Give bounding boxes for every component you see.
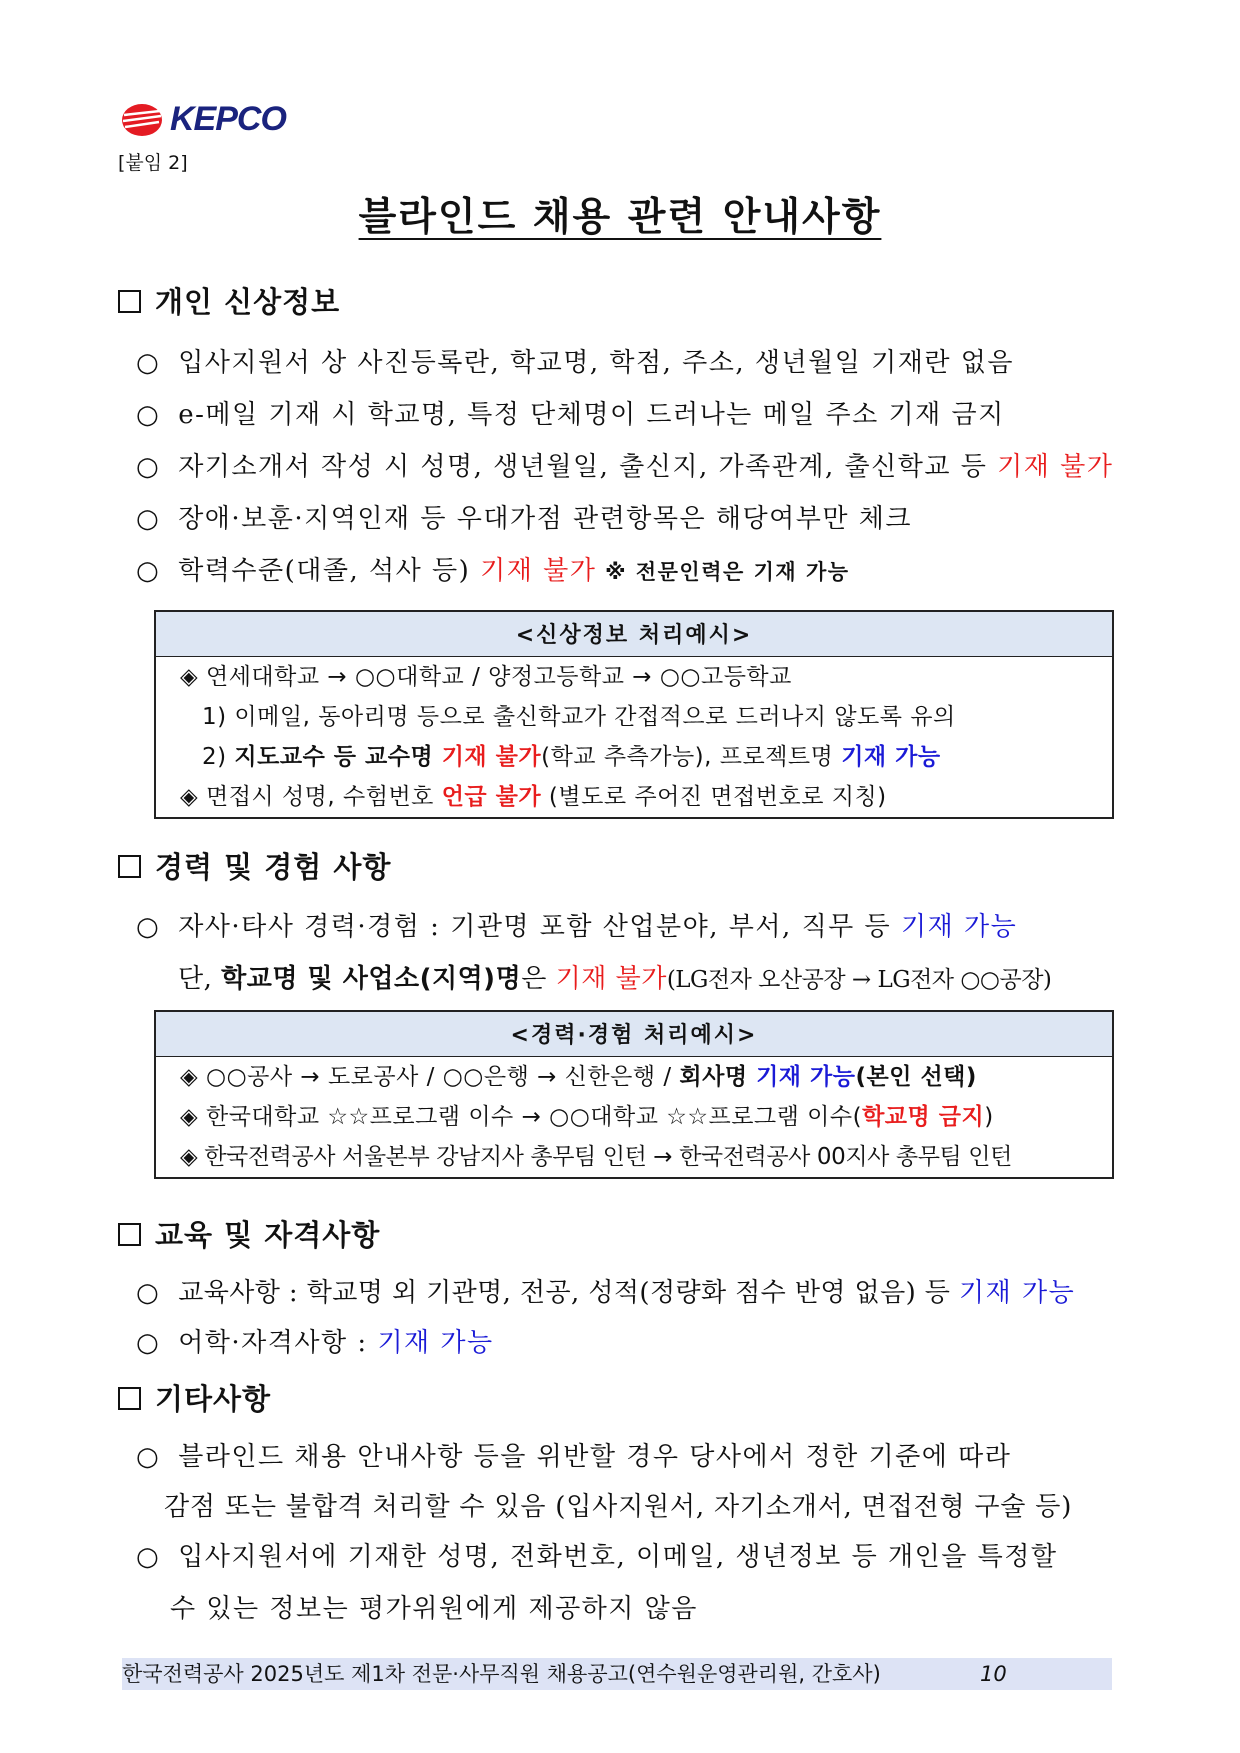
kepco-logo bbox=[120, 100, 286, 139]
page-number: 10 bbox=[980, 1662, 1007, 1686]
attachment-label: [붙임 2] bbox=[118, 152, 188, 174]
bullet-item: ○ 입사지원서에 기재한 성명, 전화번호, 이메일, 생년정보 등 개인을 특정할 bbox=[136, 1542, 1058, 1572]
box-line: ◈ 연세대학교 → ○○대학교 / 양정고등학교 → ○○고등학교 bbox=[180, 664, 792, 690]
section-heading-education: 교육 및 자격사항 bbox=[118, 1213, 380, 1254]
box-line: ◈ 한국전력공사 서울본부 강남지사 총무팀 인턴 → 한국전력공사 00지사 총무팀 인턴 bbox=[180, 1144, 1012, 1170]
bullet-item: ○ 교육사항 : 학교명 외 기관명, 전공, 성적(정량화 점수 반영 없음) 등 기재 가능 bbox=[136, 1278, 1076, 1308]
example-box-personal bbox=[154, 610, 1114, 819]
box-line: ◈ ○○공사 → 도로공사 / ○○은행 → 신한은행 / 회사명 기재 가능(본인 선택) bbox=[180, 1064, 977, 1090]
square-icon bbox=[118, 290, 141, 313]
square-icon bbox=[118, 1387, 141, 1410]
box-line: ◈ 면접시 성명, 수험번호 언급 불가 (별도로 주어진 면접번호로 지칭) bbox=[180, 784, 887, 810]
square-icon bbox=[118, 1223, 141, 1246]
bullet-continuation: 단, 학교명 및 사업소(지역)명은 기재 불가(LG전자 오산공장 → LG전자 ○○공장) bbox=[178, 964, 1052, 994]
box-header: <신상정보 처리예시> bbox=[156, 612, 1112, 657]
box-header: <경력·경험 처리예시> bbox=[156, 1012, 1112, 1057]
footer-text: 한국전력공사 2025년도 제1차 전문·사무직원 채용공고(연수원운영관리원, 간호사) bbox=[122, 1662, 881, 1686]
bullet-item: ○ 자기소개서 작성 시 성명, 생년월일, 출신지, 가족관계, 출신학교 등 기재 불가 bbox=[136, 452, 1114, 482]
box-line: ◈ 한국대학교 ☆☆프로그램 이수 → ○○대학교 ☆☆프로그램 이수(학교명 금지) bbox=[180, 1104, 994, 1130]
bullet-continuation: 수 있는 정보는 평가위원에게 제공하지 않음 bbox=[170, 1594, 698, 1624]
section-heading-personal: 개인 신상정보 bbox=[118, 280, 340, 321]
bullet-item: ○ 학력수준(대졸, 석사 등) 기재 불가 ※ 전문인력은 기재 가능 bbox=[136, 556, 850, 586]
bullet-item: ○ 어학·자격사항 : 기재 가능 bbox=[136, 1328, 494, 1358]
bullet-item: ○ 블라인드 채용 안내사항 등을 위반할 경우 당사에서 정한 기준에 따라 bbox=[136, 1442, 1012, 1472]
page-footer bbox=[122, 1658, 1112, 1690]
box-line: 1) 이메일, 동아리명 등으로 출신학교가 간접적으로 드러나지 않도록 유의 bbox=[202, 704, 956, 730]
section-heading-other: 기타사항 bbox=[118, 1377, 271, 1418]
kepco-logo-icon bbox=[120, 102, 164, 138]
box-line: 2) 지도교수 등 교수명 기재 불가(학교 추측가능), 프로젝트명 기재 가능 bbox=[202, 744, 941, 770]
bullet-item: ○ 장애·보훈·지역인재 등 우대가점 관련항목은 해당여부만 체크 bbox=[136, 504, 912, 534]
bullet-continuation: 감점 또는 불합격 처리할 수 있음 (입사지원서, 자기소개서, 면접전형 구술 등) bbox=[164, 1492, 1073, 1522]
section-heading-career: 경력 및 경험 사항 bbox=[118, 845, 391, 886]
logo-text: KEPCO bbox=[170, 100, 286, 138]
bullet-item: ○ e-메일 기재 시 학교명, 특정 단체명이 드러나는 메일 주소 기재 금지 bbox=[136, 400, 1005, 430]
square-icon bbox=[118, 855, 141, 878]
page-title: 블라인드 채용 관련 안내사항 bbox=[358, 195, 882, 240]
bullet-item: ○ 입사지원서 상 사진등록란, 학교명, 학점, 주소, 생년월일 기재란 없음 bbox=[136, 348, 1014, 378]
bullet-item: ○ 자사·타사 경력·경험 : 기관명 포함 산업분야, 부서, 직무 등 기재 가능 bbox=[136, 912, 1018, 942]
example-box-career bbox=[154, 1010, 1114, 1179]
